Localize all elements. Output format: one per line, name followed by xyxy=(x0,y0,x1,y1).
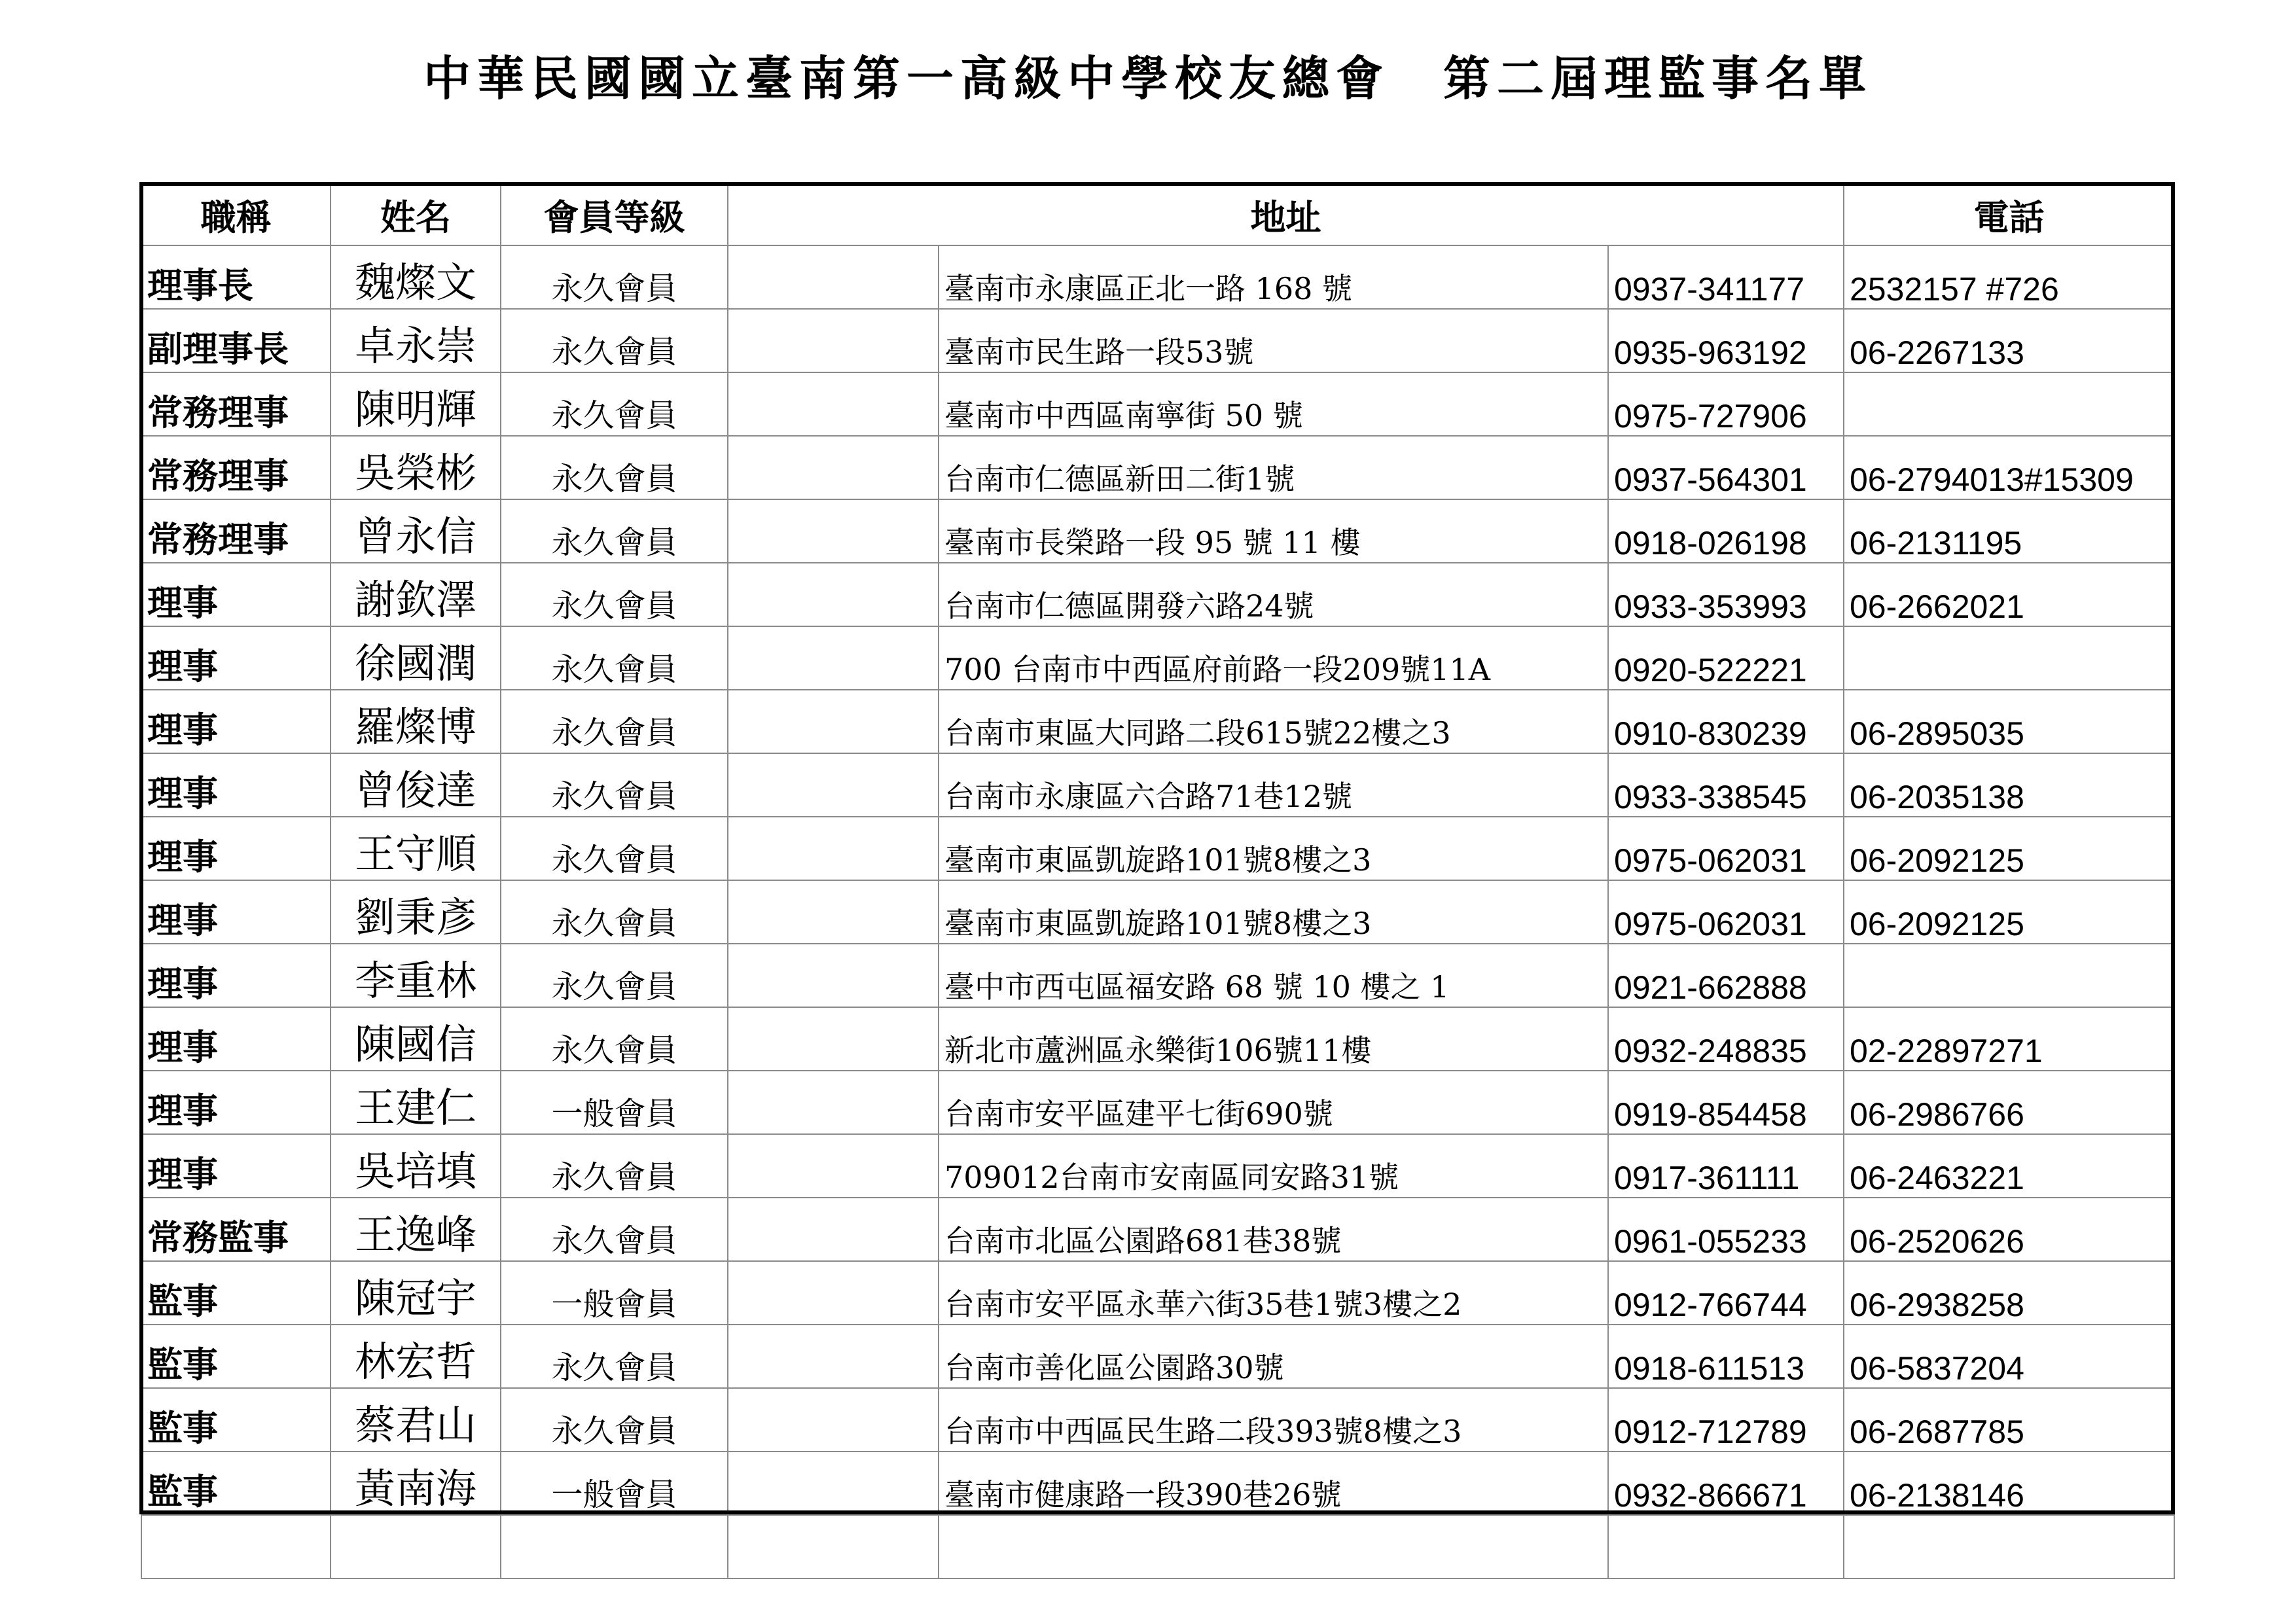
empty-cell xyxy=(939,1515,1608,1578)
header-row xyxy=(141,184,2174,245)
member-address: 臺南市東區凱旋路101號8樓之3 xyxy=(939,817,1608,880)
table-row xyxy=(141,626,2174,690)
member-name: 曾永信 xyxy=(331,499,501,563)
member-address: 臺南市民生路一段53號 xyxy=(939,309,1608,372)
member-phone: 06-5837204 xyxy=(1844,1325,2174,1388)
table-row xyxy=(141,245,2174,309)
member-phone: 06-2986766 xyxy=(1844,1071,2174,1134)
member-title: 理事 xyxy=(141,626,331,690)
member-level: 一般會員 xyxy=(501,1452,728,1515)
member-level: 永久會員 xyxy=(501,1325,728,1388)
member-address: 台南市北區公園路681巷38號 xyxy=(939,1198,1608,1261)
member-name: 黃南海 xyxy=(331,1452,501,1515)
member-mobile: 0975-062031 xyxy=(1608,817,1844,880)
table-row xyxy=(141,753,2174,817)
member-phone: 06-2938258 xyxy=(1844,1261,2174,1325)
member-mobile: 0918-611513 xyxy=(1608,1325,1844,1388)
member-title: 理事 xyxy=(141,880,331,944)
member-name: 陳國信 xyxy=(331,1007,501,1071)
blank-cell xyxy=(728,944,939,1007)
table-row xyxy=(141,309,2174,372)
blank-cell xyxy=(728,436,939,499)
empty-cell xyxy=(331,1515,501,1578)
member-mobile: 0975-727906 xyxy=(1608,372,1844,436)
header-phone: 電話 xyxy=(1844,184,2174,245)
member-title: 副理事長 xyxy=(141,309,331,372)
table-row xyxy=(141,1134,2174,1198)
table-row xyxy=(141,1261,2174,1325)
member-name: 卓永崇 xyxy=(331,309,501,372)
member-name: 陳冠宇 xyxy=(331,1261,501,1325)
member-mobile: 0933-338545 xyxy=(1608,753,1844,817)
member-title: 理事 xyxy=(141,1007,331,1071)
member-address: 臺南市東區凱旋路101號8樓之3 xyxy=(939,880,1608,944)
member-address: 臺南市永康區正北一路 168 號 xyxy=(939,245,1608,309)
member-address: 台南市永康區六合路71巷12號 xyxy=(939,753,1608,817)
member-mobile: 0933-353993 xyxy=(1608,563,1844,626)
member-title: 理事 xyxy=(141,817,331,880)
member-name: 謝欽澤 xyxy=(331,563,501,626)
member-title: 監事 xyxy=(141,1325,331,1388)
member-level: 永久會員 xyxy=(501,372,728,436)
member-mobile: 0919-854458 xyxy=(1608,1071,1844,1134)
member-mobile: 0961-055233 xyxy=(1608,1198,1844,1261)
member-mobile: 0921-662888 xyxy=(1608,944,1844,1007)
member-title: 監事 xyxy=(141,1261,331,1325)
member-name: 羅燦博 xyxy=(331,690,501,753)
member-mobile: 0937-564301 xyxy=(1608,436,1844,499)
blank-cell xyxy=(728,245,939,309)
member-title: 常務理事 xyxy=(141,499,331,563)
member-level: 永久會員 xyxy=(501,245,728,309)
member-mobile: 0932-866671 xyxy=(1608,1452,1844,1515)
member-title: 理事 xyxy=(141,944,331,1007)
table-row xyxy=(141,944,2174,1007)
member-mobile: 0912-712789 xyxy=(1608,1388,1844,1452)
member-title: 理事 xyxy=(141,690,331,753)
header-address: 地址 xyxy=(728,184,1844,245)
member-title: 監事 xyxy=(141,1388,331,1452)
member-name: 曾俊達 xyxy=(331,753,501,817)
empty-cell xyxy=(141,1515,331,1578)
blank-cell xyxy=(728,1134,939,1198)
table-row xyxy=(141,563,2174,626)
member-mobile: 0912-766744 xyxy=(1608,1261,1844,1325)
board-roster-table xyxy=(141,183,2175,1579)
member-name: 吳培填 xyxy=(331,1134,501,1198)
header-title: 職稱 xyxy=(141,184,331,245)
table-row xyxy=(141,372,2174,436)
document-title: 中華民國國立臺南第一高級中學校友總會 第二屆理監事名單 xyxy=(423,50,1873,106)
member-name: 王建仁 xyxy=(331,1071,501,1134)
member-name: 王守順 xyxy=(331,817,501,880)
member-phone: 06-2687785 xyxy=(1844,1388,2174,1452)
blank-cell xyxy=(728,1261,939,1325)
member-level: 永久會員 xyxy=(501,880,728,944)
member-level: 永久會員 xyxy=(501,436,728,499)
table-row xyxy=(141,1007,2174,1071)
blank-cell xyxy=(728,309,939,372)
blank-cell xyxy=(728,1198,939,1261)
member-phone xyxy=(1844,944,2174,1007)
member-title: 理事 xyxy=(141,1134,331,1198)
member-level: 永久會員 xyxy=(501,1007,728,1071)
empty-cell xyxy=(728,1515,939,1578)
member-title: 常務監事 xyxy=(141,1198,331,1261)
empty-cell xyxy=(1844,1515,2174,1578)
member-level: 永久會員 xyxy=(501,690,728,753)
blank-cell xyxy=(728,1452,939,1515)
member-mobile: 0910-830239 xyxy=(1608,690,1844,753)
member-address: 700 台南市中西區府前路一段209號11A xyxy=(939,626,1608,690)
member-address: 臺南市長榮路一段 95 號 11 樓 xyxy=(939,499,1608,563)
member-name: 吳榮彬 xyxy=(331,436,501,499)
empty-cell xyxy=(1608,1515,1844,1578)
member-level: 永久會員 xyxy=(501,563,728,626)
member-level: 永久會員 xyxy=(501,1134,728,1198)
member-phone: 06-2794013#15309 xyxy=(1844,436,2174,499)
member-name: 陳明輝 xyxy=(331,372,501,436)
member-title: 常務理事 xyxy=(141,372,331,436)
member-title: 理事 xyxy=(141,563,331,626)
member-address: 臺南市健康路一段390巷26號 xyxy=(939,1452,1608,1515)
member-name: 徐國潤 xyxy=(331,626,501,690)
member-name: 李重林 xyxy=(331,944,501,1007)
member-phone: 06-2662021 xyxy=(1844,563,2174,626)
empty-row xyxy=(141,1515,2174,1578)
member-name: 王逸峰 xyxy=(331,1198,501,1261)
member-phone: 2532157 #726 xyxy=(1844,245,2174,309)
member-title: 理事 xyxy=(141,753,331,817)
member-address: 台南市仁德區新田二街1號 xyxy=(939,436,1608,499)
member-mobile: 0932-248835 xyxy=(1608,1007,1844,1071)
blank-cell xyxy=(728,817,939,880)
blank-cell xyxy=(728,1388,939,1452)
member-phone: 02-22897271 xyxy=(1844,1007,2174,1071)
member-title: 監事 xyxy=(141,1452,331,1515)
member-name: 魏燦文 xyxy=(331,245,501,309)
member-mobile: 0935-963192 xyxy=(1608,309,1844,372)
table-row xyxy=(141,690,2174,753)
blank-cell xyxy=(728,753,939,817)
table-row xyxy=(141,436,2174,499)
member-mobile: 0920-522221 xyxy=(1608,626,1844,690)
member-level: 永久會員 xyxy=(501,944,728,1007)
member-phone xyxy=(1844,372,2174,436)
table-row xyxy=(141,1198,2174,1261)
blank-cell xyxy=(728,372,939,436)
member-level: 一般會員 xyxy=(501,1261,728,1325)
member-phone: 06-2092125 xyxy=(1844,880,2174,944)
member-level: 永久會員 xyxy=(501,1388,728,1452)
member-address: 台南市善化區公園路30號 xyxy=(939,1325,1608,1388)
header-level: 會員等級 xyxy=(501,184,728,245)
member-level: 永久會員 xyxy=(501,499,728,563)
member-address: 臺南市中西區南寧街 50 號 xyxy=(939,372,1608,436)
member-phone: 06-2267133 xyxy=(1844,309,2174,372)
member-phone: 06-2138146 xyxy=(1844,1452,2174,1515)
table-row xyxy=(141,817,2174,880)
member-mobile: 0917-361111 xyxy=(1608,1134,1844,1198)
member-address: 709012台南市安南區同安路31號 xyxy=(939,1134,1608,1198)
member-address: 台南市安平區建平七街690號 xyxy=(939,1071,1608,1134)
member-name: 劉秉彥 xyxy=(331,880,501,944)
member-address: 台南市安平區永華六街35巷1號3樓之2 xyxy=(939,1261,1608,1325)
member-phone: 06-2520626 xyxy=(1844,1198,2174,1261)
blank-cell xyxy=(728,563,939,626)
member-level: 永久會員 xyxy=(501,1198,728,1261)
member-phone: 06-2463221 xyxy=(1844,1134,2174,1198)
member-mobile: 0918-026198 xyxy=(1608,499,1844,563)
member-phone xyxy=(1844,626,2174,690)
blank-cell xyxy=(728,626,939,690)
member-phone: 06-2131195 xyxy=(1844,499,2174,563)
header-name: 姓名 xyxy=(331,184,501,245)
member-title: 常務理事 xyxy=(141,436,331,499)
member-address: 新北市蘆洲區永樂街106號11樓 xyxy=(939,1007,1608,1071)
member-address: 台南市東區大同路二段615號22樓之3 xyxy=(939,690,1608,753)
blank-cell xyxy=(728,1007,939,1071)
member-level: 永久會員 xyxy=(501,626,728,690)
member-address: 臺中市西屯區福安路 68 號 10 樓之 1 xyxy=(939,944,1608,1007)
table-row xyxy=(141,1325,2174,1388)
roster-body xyxy=(141,245,2174,1578)
blank-cell xyxy=(728,499,939,563)
blank-cell xyxy=(728,690,939,753)
member-phone: 06-2092125 xyxy=(1844,817,2174,880)
member-phone: 06-2035138 xyxy=(1844,753,2174,817)
member-level: 永久會員 xyxy=(501,753,728,817)
table-row xyxy=(141,1452,2174,1515)
member-level: 永久會員 xyxy=(501,309,728,372)
table-row xyxy=(141,880,2174,944)
member-address: 台南市中西區民生路二段393號8樓之3 xyxy=(939,1388,1608,1452)
member-title: 理事長 xyxy=(141,245,331,309)
member-mobile: 0937-341177 xyxy=(1608,245,1844,309)
blank-cell xyxy=(728,1071,939,1134)
table-row xyxy=(141,1388,2174,1452)
blank-cell xyxy=(728,1325,939,1388)
member-address: 台南市仁德區開發六路24號 xyxy=(939,563,1608,626)
member-name: 林宏哲 xyxy=(331,1325,501,1388)
empty-cell xyxy=(501,1515,728,1578)
blank-cell xyxy=(728,880,939,944)
table-row xyxy=(141,1071,2174,1134)
member-level: 一般會員 xyxy=(501,1071,728,1134)
member-phone: 06-2895035 xyxy=(1844,690,2174,753)
member-name: 蔡君山 xyxy=(331,1388,501,1452)
member-mobile: 0975-062031 xyxy=(1608,880,1844,944)
member-level: 永久會員 xyxy=(501,817,728,880)
member-title: 理事 xyxy=(141,1071,331,1134)
table-row xyxy=(141,499,2174,563)
